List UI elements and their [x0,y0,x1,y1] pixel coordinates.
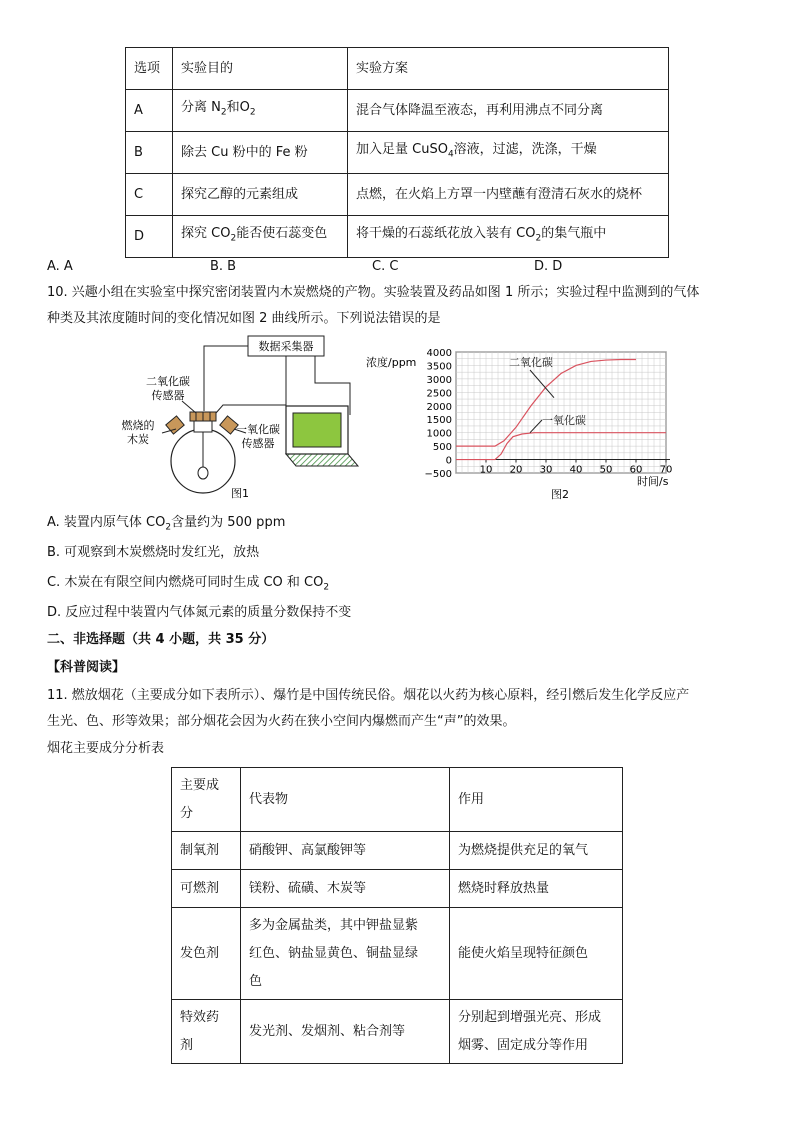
computer-keyboard [286,454,358,466]
component-cell: 发色剂 [172,908,241,1000]
x-tick-label: 20 [509,464,523,476]
table-header-row [126,48,669,90]
co2-sensor-label: 传感器 [151,389,185,402]
experiment-table [125,47,669,258]
charcoal-label: 燃烧的 [121,419,155,432]
component-cell: 可燃剂 [172,870,241,908]
data-collector-label: 数据采集器 [258,340,314,353]
plan-cell: 混合气体降温至液态，再利用沸点不同分离 [348,90,669,132]
table-row [172,908,623,1000]
y-tick-label: 3000 [426,374,452,386]
option-b: B. 可观察到木炭燃烧时发红光，放热 [47,545,260,560]
table-row [172,1000,623,1064]
table-row [172,832,623,870]
x-tick-label: 10 [479,464,493,476]
y-tick-label: 2500 [426,388,452,400]
x-tick-label: 30 [539,464,553,476]
plan-cell: 点燃，在火焰上方罩一内壁蘸有澄清石灰水的烧杯 [348,174,669,216]
co2-sensor-label: 二氧化碳 [146,375,190,388]
header-cell: 选项 [126,48,173,90]
table-row [126,174,669,216]
example-cell: 多为金属盐类，其中钾盐显紫 红色、钠盐显黄色、铜盐显绿 色 [241,908,450,1000]
x-tick-label: 70 [659,464,673,476]
wire-co [216,356,286,413]
answer-c: C. C [372,259,399,274]
section-title: 二、非选择题（共 4 小题，共 35 分） [47,632,275,647]
component-cell: 制氧剂 [172,832,241,870]
y-tick-label: 500 [432,442,452,454]
question-11-line1: 11. 燃放烟花（主要成分如下表所示）、爆竹是中国传统民俗。烟花以火药为核心原料，经引燃后发生化学反应产 [47,688,690,703]
x-tick-label: 60 [629,464,643,476]
series-label-co2: 二氧化碳 [509,356,553,369]
question-11-line2: 生光、色、形等效果；部分烟花会因为火药在狭小空间内爆燃而产生“声”的效果。 [47,714,516,729]
y-tick-label: −500 [424,469,452,480]
goal-cell: 分离 $N_2$和$O_2$ [173,90,348,132]
co-sensor-label: 一氧化碳 [236,423,280,436]
concentration-chart [364,340,684,510]
answer-b: B. B [210,259,237,274]
function-cell: 分别起到增强光亮、形成 烟雾、固定成分等作用 [450,1000,623,1064]
option-cell: D [126,216,173,258]
computer-screen [293,413,341,447]
goal-cell: 除去 Cu 粉中的 Fe 粉 [173,132,348,174]
apparatus-figure [110,333,360,508]
fireworks-table [171,767,623,1064]
y-tick-label: 1000 [426,428,452,440]
plan-cell: 加入足量 CuSO$_4$溶液，过滤，洗涤，干燥 [348,132,669,174]
y-tick-label: 2000 [426,401,452,413]
goal-cell: 探究乙醇的元素组成 [173,174,348,216]
wire-co2 [204,346,248,411]
header-cell: 实验目的 [173,48,348,90]
charcoal [198,467,208,479]
y-axis-label: 浓度/ppm [366,356,417,369]
charcoal-label: 木炭 [127,433,149,446]
option-cell: C [126,174,173,216]
answer-d: D. D [534,259,563,274]
section-subtitle: 【科普阅读】 [47,660,126,675]
x-tick-label: 40 [569,464,583,476]
figure-1-caption: 图1 [231,487,249,500]
question-10-line1: 10. 兴趣小组在实验室中探究密闭装置内木炭燃烧的产物。实验装置及药品如图 1 所示；实验过程中监测到的气体 [47,285,700,300]
table-title: 烟花主要成分分析表 [47,741,165,756]
table-row [126,132,669,174]
function-cell: 为燃烧提供充足的氧气 [450,832,623,870]
co-sensor-label: 传感器 [241,437,275,450]
question-10-line2: 种类及其浓度随时间的变化情况如图 2 曲线所示。下列说法错误的是 [47,311,441,326]
example-cell: 发光剂、发烟剂、粘合剂等 [241,1000,450,1064]
example-cell: 硝酸钾、高氯酸钾等 [241,832,450,870]
example-cell: 镁粉、硫磺、木炭等 [241,870,450,908]
y-tick-label: 0 [445,455,452,467]
figure-2-caption: 图2 [551,488,569,501]
option-cell: B [126,132,173,174]
option-a: A. 装置内原气体 $CO_2$含量约为 500 ppm [47,515,286,533]
header-cell: 主要成 分 [172,768,241,832]
component-cell: 特效药 剂 [172,1000,241,1064]
x-axis-label: 时间/s [637,475,669,488]
table-header-row [172,768,623,832]
function-cell: 燃烧时释放热量 [450,870,623,908]
y-tick-label: 3500 [426,361,452,373]
answer-a: A. A [47,259,73,274]
option-c: C. 木炭在有限空间内燃烧可同时生成 CO 和 $CO_2$ [47,575,330,593]
series-label-co: 一氧化碳 [542,414,586,427]
function-cell: 能使火焰呈现特征颜色 [450,908,623,1000]
x-tick-label: 50 [599,464,613,476]
table-row [172,870,623,908]
plan-cell: 将干燥的石蕊纸花放入装有 $CO_2$的集气瓶中 [348,216,669,258]
y-tick-label: 1500 [426,415,452,427]
table-row [126,216,669,258]
header-cell: 作用 [450,768,623,832]
option-d: D. 反应过程中装置内气体氮元素的质量分数保持不变 [47,605,352,620]
header-cell: 实验方案 [348,48,669,90]
option-cell: A [126,90,173,132]
table-row [126,90,669,132]
header-cell: 代表物 [241,768,450,832]
goal-cell: 探究 $CO_2$能否使石蕊变色 [173,216,348,258]
y-tick-label: 4000 [426,348,452,359]
